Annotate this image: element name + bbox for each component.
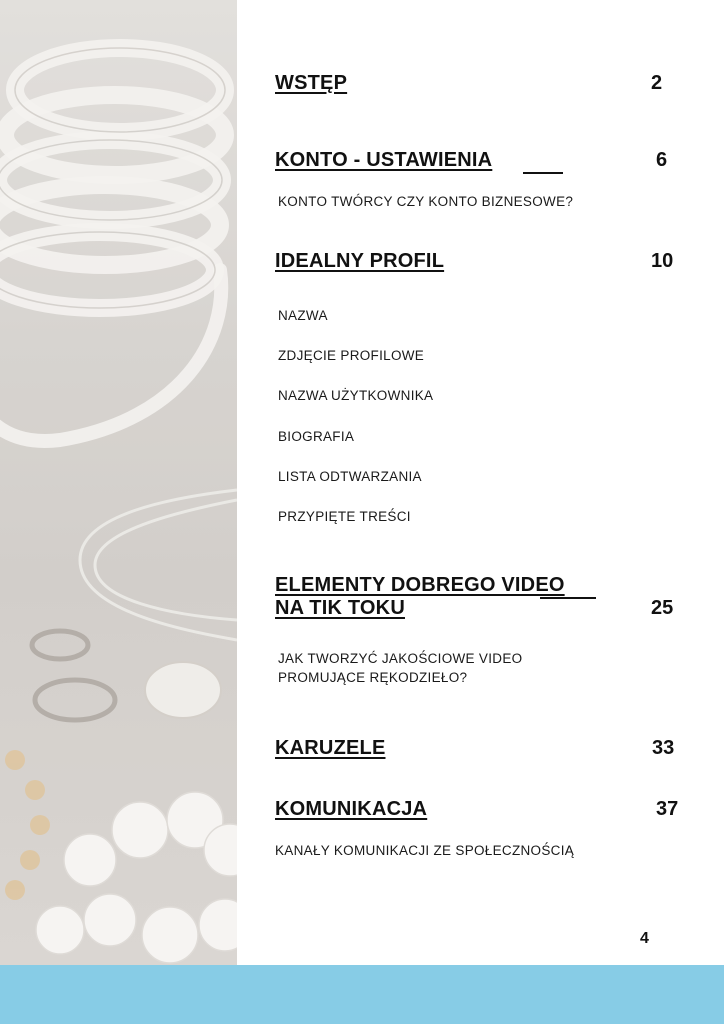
toc-heading-konto[interactable]: KONTO - USTAWIENIA (275, 149, 493, 171)
toc-heading-wstep[interactable]: WSTĘP (275, 72, 348, 94)
toc-sub-profil-5[interactable]: LISTA ODTWARZANIA (278, 469, 422, 484)
toc-heading-video-line2[interactable]: NA TIK TOKU (275, 597, 405, 619)
toc-heading-video-line1[interactable]: ELEMENTY DOBREGO VIDEO (275, 574, 565, 596)
toc-sub-komunikacja-1[interactable]: KANAŁY KOMUNIKACJI ZE SPOŁECZNOŚCIĄ (275, 843, 575, 858)
toc-sub-video-1[interactable]: JAK TWORZYĆ JAKOŚCIOWE VIDEO (278, 651, 523, 666)
toc-page-video: 25 (651, 597, 674, 619)
bottom-color-bar (0, 965, 724, 1024)
toc-page-profil: 10 (651, 250, 674, 272)
toc-sub-video-2[interactable]: PROMUJĄCE RĘKODZIEŁO? (278, 670, 468, 685)
jewelry-illustration (0, 0, 237, 965)
heading-underline-extension (540, 597, 596, 599)
jewelry-photo (0, 0, 237, 965)
toc-sub-profil-3[interactable]: NAZWA UŻYTKOWNIKA (278, 388, 434, 403)
page-number: 4 (640, 930, 649, 947)
heading-underline-extension (523, 172, 563, 174)
toc-heading-profil[interactable]: IDEALNY PROFIL (275, 250, 445, 272)
toc-heading-karuzele[interactable]: KARUZELE (275, 737, 386, 759)
toc-heading-komunikacja[interactable]: KOMUNIKACJA (275, 798, 428, 820)
toc-sub-profil-4[interactable]: BIOGRAFIA (278, 429, 355, 444)
toc-page-komunikacja: 37 (656, 798, 679, 820)
toc-page-wstep: 2 (651, 72, 663, 94)
toc-page-karuzele: 33 (652, 737, 675, 759)
toc-page-konto: 6 (656, 149, 668, 171)
toc-sub-profil-1[interactable]: NAZWA (278, 308, 328, 323)
toc-sub-profil-6[interactable]: PRZYPIĘTE TREŚCI (278, 509, 411, 524)
toc-sub-profil-2[interactable]: ZDJĘCIE PROFILOWE (278, 348, 425, 363)
toc-sub-konto-1[interactable]: KONTO TWÓRCY CZY KONTO BIZNESOWE? (278, 194, 574, 209)
